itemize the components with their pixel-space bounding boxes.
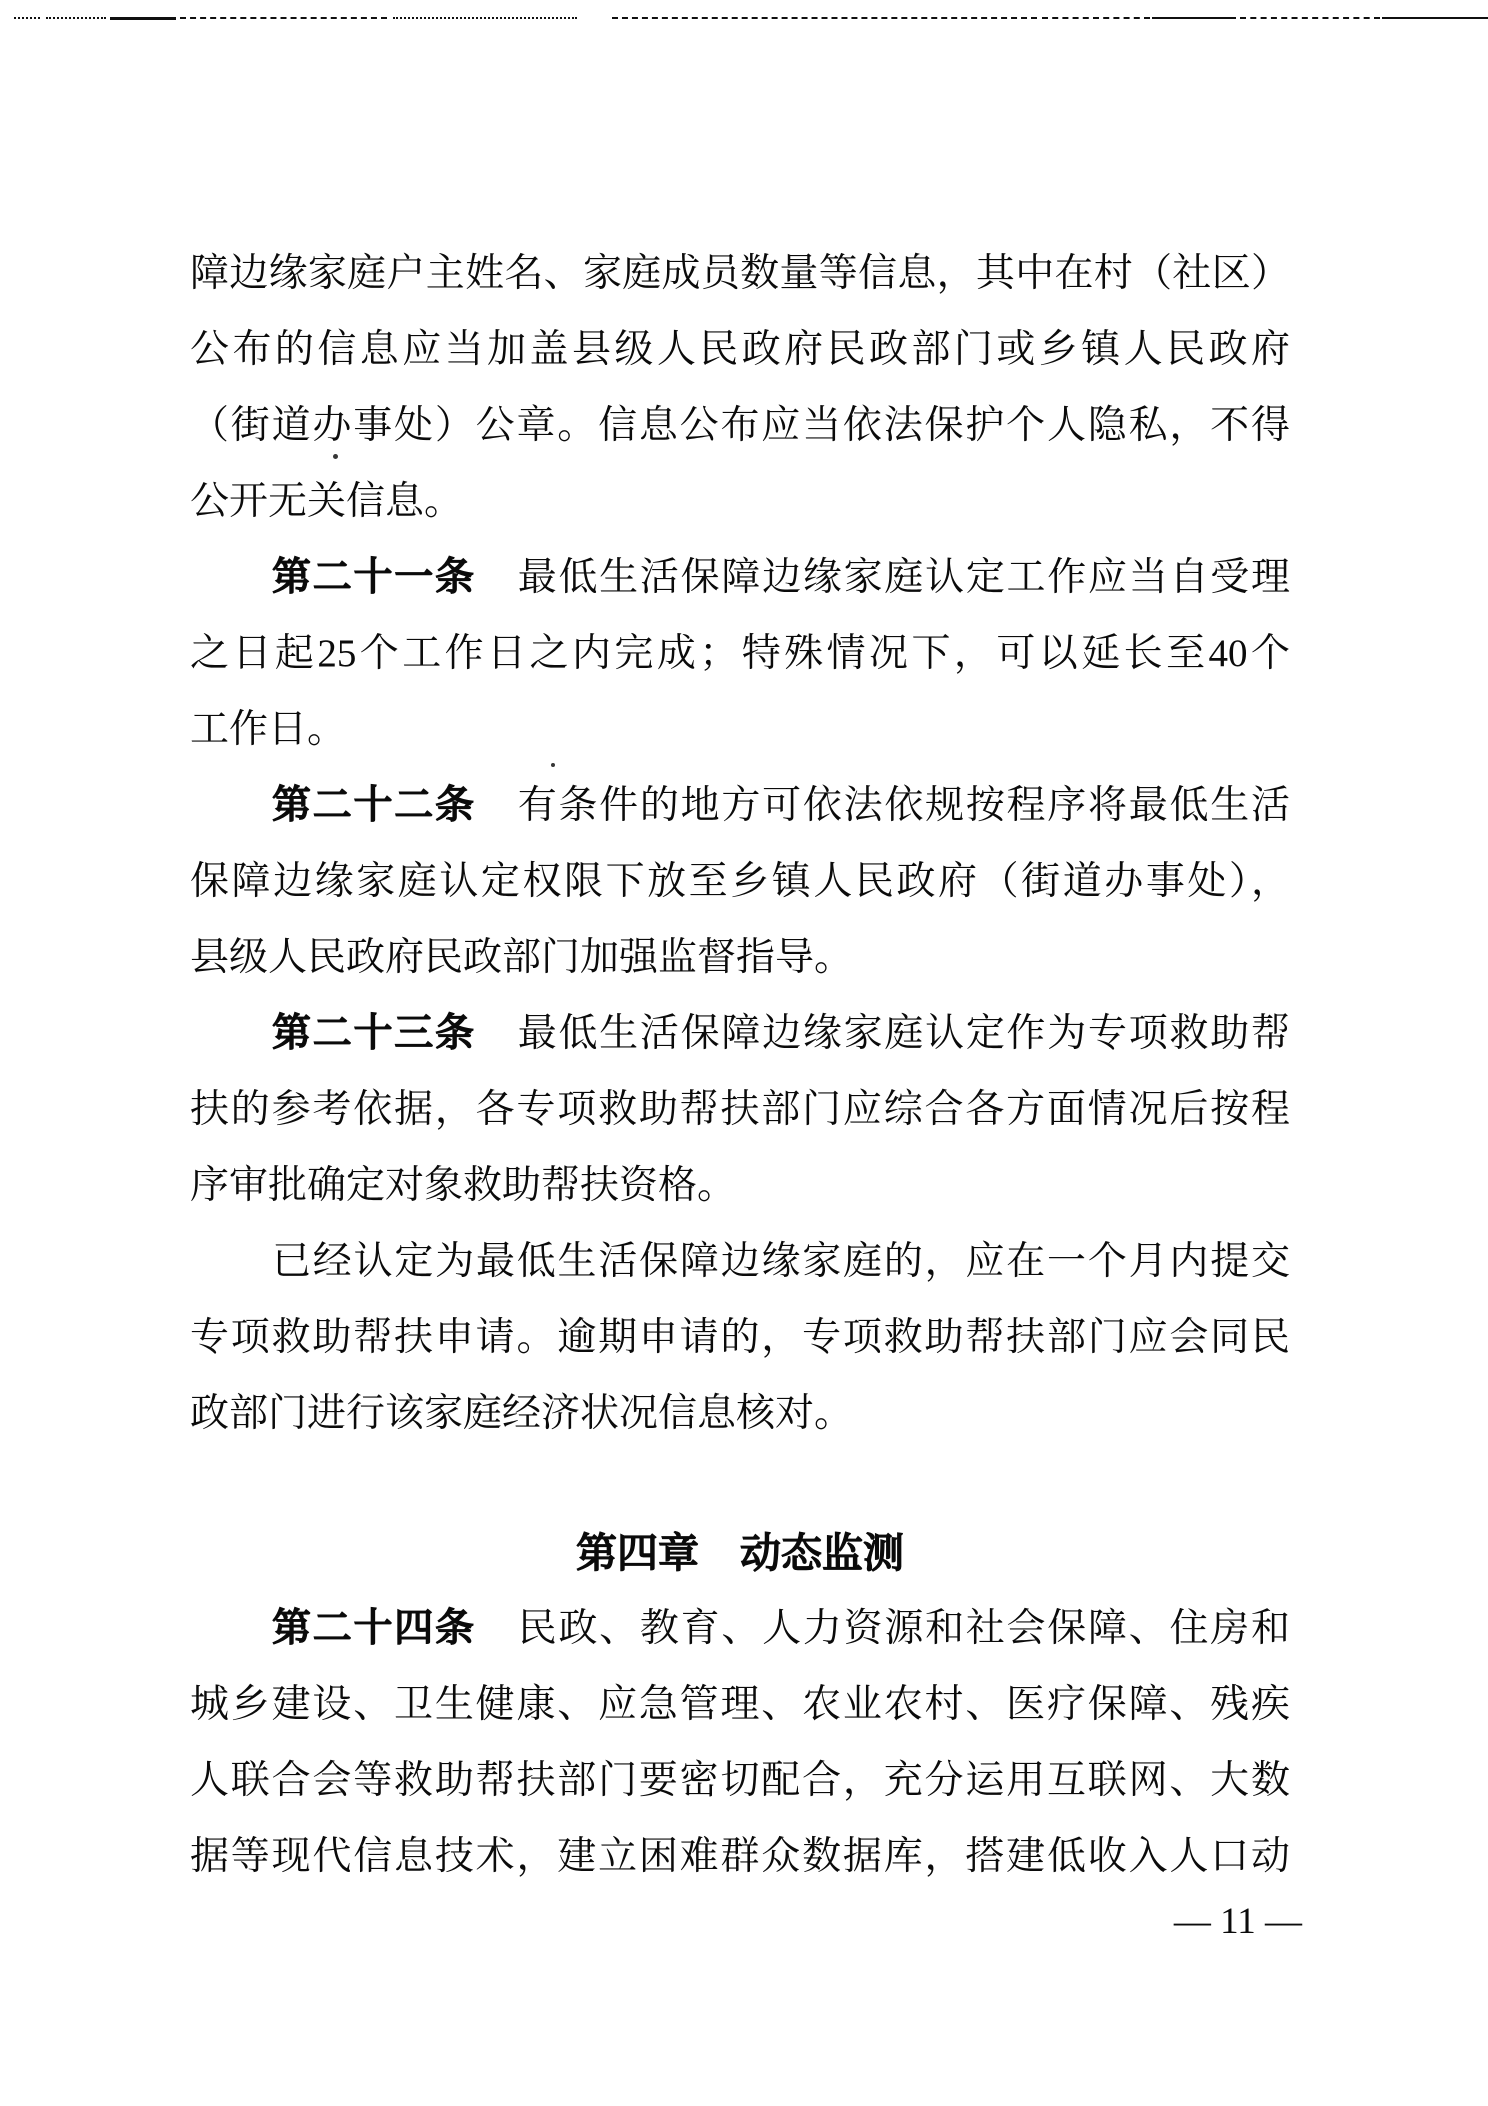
document-body [190, 236, 1290, 1895]
text-line [190, 920, 1290, 996]
page-number-label: — 11 — [1173, 1901, 1302, 1942]
line-text: 政部门进行该家庭经济状况信息核对。 [190, 1392, 854, 1435]
article-number: 第二十三条 [272, 1012, 476, 1055]
scan-line-segment [612, 17, 1037, 19]
scan-line-segment [180, 17, 387, 19]
line-text: 公开无关信息。 [190, 480, 464, 523]
line-text: 公布的信息应当加盖县级人民政府民政部门或乡镇人民政府 [190, 328, 1290, 371]
scan-line-segment [1152, 17, 1236, 19]
scan-line-segment [1382, 17, 1488, 19]
text-line [190, 1376, 1290, 1452]
scan-speck [551, 763, 555, 767]
scan-line-segment [14, 17, 40, 19]
page-number [0, 1902, 1302, 1942]
article-number: 第二十一条 [272, 556, 476, 599]
text-line [190, 464, 1290, 540]
line-text: （街道办事处）公章。信息公布应当依法保护个人隐私，不得 [190, 404, 1290, 447]
chapter-heading: 第四章 动态监测 [576, 1530, 904, 1576]
scan-speck [333, 454, 338, 459]
line-text: 县级人民政府民政部门加强监督指导。 [190, 936, 854, 979]
text-line [190, 1591, 1290, 1667]
text-line [190, 540, 1290, 616]
text-line [190, 312, 1290, 388]
scan-line-segment [393, 17, 577, 19]
line-text: 人联合会等救助帮扶部门要密切配合，充分运用互联网、大数 [190, 1759, 1290, 1802]
scan-line-segment [46, 17, 106, 19]
text-line [190, 616, 1290, 692]
text-line [190, 996, 1290, 1072]
line-text: 最低生活保障边缘家庭认定工作应当自受理 [517, 556, 1290, 599]
text-line [190, 1072, 1290, 1148]
line-text: 城乡建设、卫生健康、应急管理、农业农村、医疗保障、残疾 [190, 1683, 1290, 1726]
text-line [190, 1148, 1290, 1224]
text-line [190, 844, 1290, 920]
line-text: 之日起25个工作日之内完成；特殊情况下，可以延长至40个 [190, 632, 1290, 675]
article-number: 第二十四条 [272, 1607, 476, 1650]
line-text: 序审批确定对象救助帮扶资格。 [190, 1164, 737, 1207]
text-line [190, 1819, 1290, 1895]
article-number: 第二十二条 [272, 784, 476, 827]
text-line [190, 388, 1290, 464]
line-text: 工作日。 [190, 708, 347, 751]
line-text: 民政、教育、人力资源和社会保障、住房和 [517, 1607, 1290, 1650]
line-text: 保障边缘家庭认定权限下放至乡镇人民政府（街道办事处）， [190, 860, 1290, 903]
line-text: 障边缘家庭户主姓名、家庭成员数量等信息，其中在村（社区） [190, 252, 1290, 295]
line-text: 扶的参考依据，各专项救助帮扶部门应综合各方面情况后按程 [190, 1088, 1290, 1131]
line-text: 专项救助帮扶申请。逾期申请的，专项救助帮扶部门应会同民 [190, 1316, 1290, 1359]
line-text: 已经认定为最低生活保障边缘家庭的，应在一个月内提交 [272, 1240, 1290, 1283]
text-line [190, 692, 1290, 768]
line-text: 据等现代信息技术，建立困难群众数据库，搭建低收入人口动 [190, 1835, 1290, 1878]
text-line [190, 1300, 1290, 1376]
text-line [190, 1224, 1290, 1300]
text-line [190, 236, 1290, 312]
scan-line-segment [1240, 17, 1380, 19]
text-line [190, 1667, 1290, 1743]
scan-artifact-line [0, 0, 1488, 24]
line-text: 最低生活保障边缘家庭认定作为专项救助帮 [517, 1012, 1290, 1055]
text-line [190, 1743, 1290, 1819]
line-text: 有条件的地方可依法依规按程序将最低生活 [517, 784, 1290, 827]
scan-line-segment [110, 17, 176, 20]
text-line [190, 768, 1290, 844]
scan-line-segment [1042, 17, 1150, 19]
